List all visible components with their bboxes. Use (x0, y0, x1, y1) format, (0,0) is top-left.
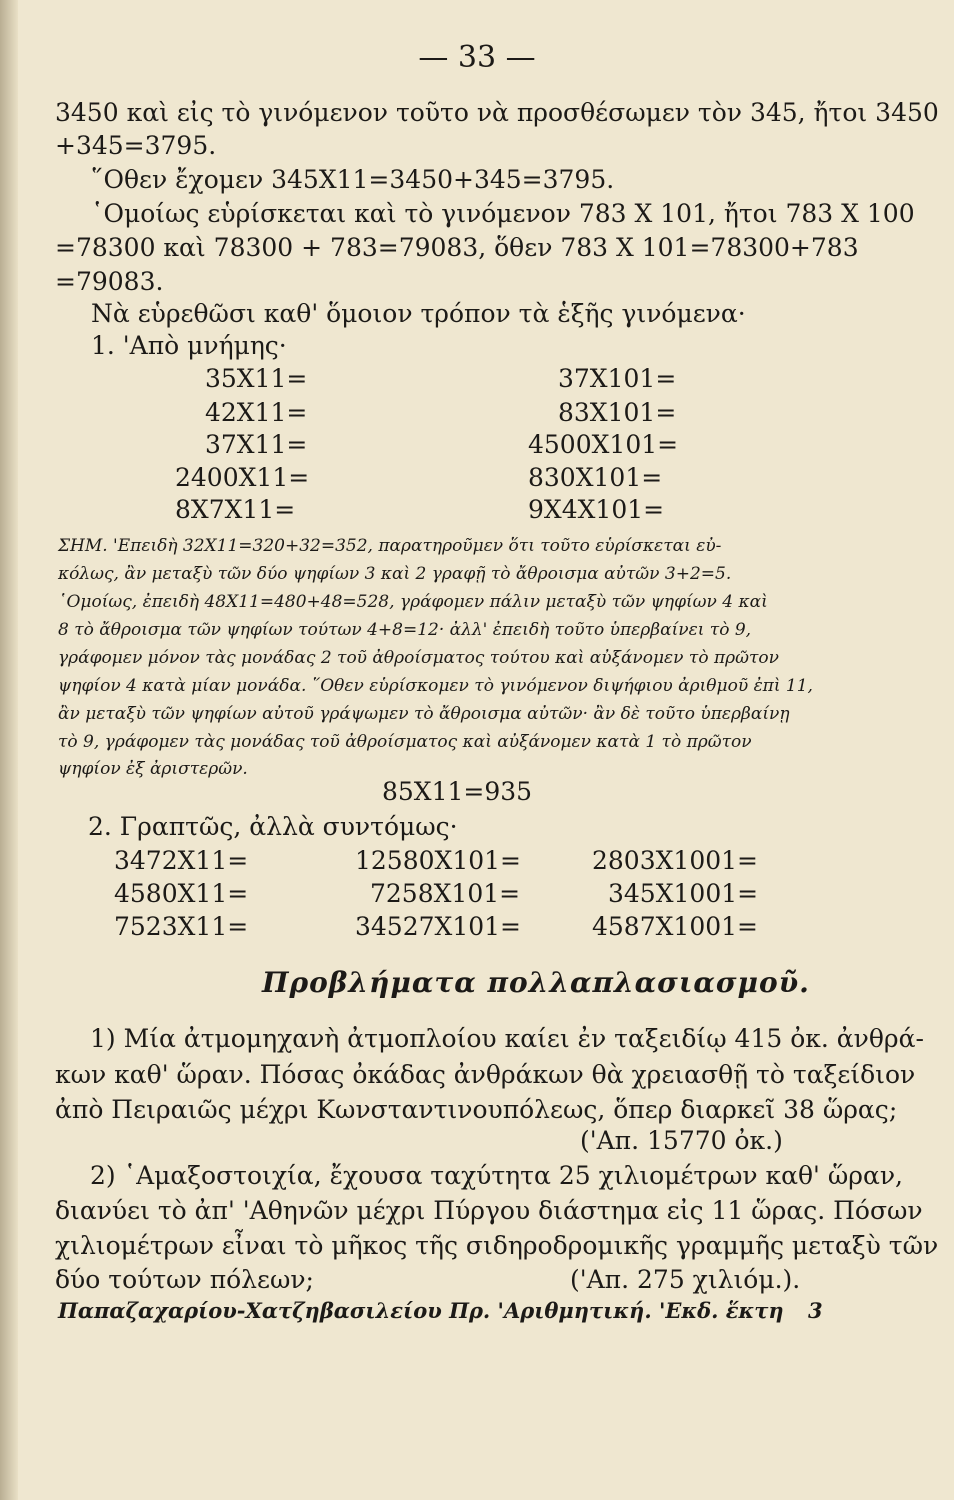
example-result: 85X11=935 (382, 777, 533, 806)
problem2-answer: ('Απ. 275 χιλιόμ.). (570, 1265, 801, 1294)
note-line-8: τὸ 9, γράφομεν τὰς μονάδας τοῦ ἀθροίσματος καὶ αὐξάνομεν κατὰ 1 τὸ πρῶτον (58, 732, 752, 752)
written-col3-1: 2803X1001= (592, 846, 758, 875)
intro-line-5: =78300 καὶ 78300 + 783=79083, ὅθεν 783 X 101=78300+783 (55, 233, 859, 262)
note-line-7: ἂν μεταξὺ τῶν ψηφίων αὐτοῦ γράψωμεν τὸ ἄθροισμα αὐτῶν· ἂν δὲ τοῦτο ὑπερβαίνῃ (58, 704, 790, 724)
mental-left-3: 37X11= (205, 430, 308, 459)
written-col2-1: 12580X101= (355, 846, 521, 875)
written-col2-3: 34527X101= (355, 912, 521, 941)
problem2-line-3: χιλιομέτρων εἶναι τὸ μῆκος τῆς σιδηροδρομικῆς γραμμῆς μεταξὺ τῶν (55, 1231, 939, 1260)
mental-left-5: 8X7X11= (175, 495, 296, 524)
intro-line-6: =79083. (55, 267, 164, 296)
problem1-answer: ('Απ. 15770 ὀκ.) (580, 1126, 783, 1155)
intro-line-8: 1. 'Απὸ μνήμης· (91, 331, 287, 360)
note-line-5: γράφομεν μόνον τὰς μονάδας 2 τοῦ ἀθροίσματος τούτου καὶ αὐξάνομεν τὸ πρῶτον (58, 648, 779, 668)
note-line-1: ΣΗΜ. 'Επειδὴ 32X11=320+32=352, παρατηροῦμεν ὅτι τοῦτο εὑρίσκεται εὐ- (58, 536, 722, 556)
written-col2-2: 7258X101= (370, 879, 521, 908)
mental-right-5: 9X4X101= (528, 495, 665, 524)
note-line-6: ψηφίον 4 κατὰ μίαν μονάδα. ῞Οθεν εὑρίσκομεν τὸ γινόμενον διψήφιου ἀριθμοῦ ἐπὶ 11, (58, 676, 813, 696)
mental-right-3: 4500X101= (528, 430, 679, 459)
page-edge-shadow (0, 0, 18, 1500)
note-line-9: ψηφίον ἐξ ἀριστερῶν. (58, 759, 248, 779)
note-line-3: ῾Ομοίως, ἐπειδὴ 48X11=480+48=528, γράφομεν πάλιν μεταξὺ τῶν ψηφίων 4 καὶ (58, 592, 768, 612)
problem1-line-1: 1) Μία ἀτμομηχανὴ ἀτμοπλοίου καίει ἐν ταξειδίῳ 415 ὀκ. ἀνθρά- (90, 1024, 924, 1053)
problem2-line-4: δύο τούτων πόλεων; (55, 1265, 314, 1294)
mental-right-1: 37X101= (558, 364, 677, 393)
written-col1-1: 3472X11= (114, 846, 249, 875)
footer-right: 3 (808, 1298, 823, 1323)
footer-left: Παπαζαχαρίου-Χατζηβασιλείου Πρ. 'Αριθμητική. 'Εκδ. ἕκτη (58, 1298, 784, 1323)
written-col3-3: 4587X1001= (592, 912, 758, 941)
intro-line-4: ῾Ομοίως εὑρίσκεται καὶ τὸ γινόμενον 783 X 101, ἤτοι 783 X 100 (91, 199, 915, 228)
mental-left-1: 35X11= (205, 364, 308, 393)
problem1-line-2: κων καθ' ὥραν. Πόσας ὀκάδας ἀνθράκων θὰ χρειασθῇ τὸ ταξείδιον (55, 1060, 916, 1089)
mental-right-4: 830X101= (528, 463, 663, 492)
mental-right-2: 83X101= (558, 398, 677, 427)
note-line-2: κόλως, ἂν μεταξὺ τῶν δύο ψηφίων 3 καὶ 2 γραφῇ τὸ ἄθροισμα αὐτῶν 3+2=5. (58, 564, 732, 584)
written-col3-2: 345X1001= (608, 879, 759, 908)
note-line-4: 8 τὸ ἄθροισμα τῶν ψηφίων τούτων 4+8=12· ἀλλ' ἐπειδὴ τοῦτο ὑπερβαίνει τὸ 9, (58, 620, 752, 640)
intro-line-1: 3450 καὶ εἰς τὸ γινόμενον τοῦτο νὰ προσθέσωμεν τὸν 345, ἤτοι 3450 (55, 98, 939, 127)
written-col1-3: 7523X11= (114, 912, 249, 941)
problem2-line-1: 2) ῾Αμαξοστοιχία, ἔχουσα ταχύτητα 25 χιλιομέτρων καθ' ὥραν, (90, 1161, 903, 1190)
intro-line-7: Νὰ εὑρεθῶσι καθ' ὅμοιον τρόπον τὰ ἑξῆς γινόμενα· (91, 299, 746, 328)
problem1-line-3: ἀπὸ Πειραιῶς μέχρι Κωνσταντινουπόλεως, ὅπερ διαρκεῖ 38 ὥρας; (55, 1095, 898, 1124)
intro-line-3: ῞Οθεν ἔχομεν 345X11=3450+345=3795. (91, 165, 615, 194)
written-col1-2: 4580X11= (114, 879, 249, 908)
mental-left-4: 2400X11= (175, 463, 310, 492)
intro-line-2: +345=3795. (55, 131, 217, 160)
mental-left-2: 42X11= (205, 398, 308, 427)
problem2-line-2: διανύει τὸ ἀπ' 'Αθηνῶν μέχρι Πύργου διάστημα εἰς 11 ὥρας. Πόσων (55, 1196, 923, 1225)
page-number: — 33 — (418, 40, 536, 75)
written-label: 2. Γραπτῶς, ἀλλὰ συντόμως· (88, 812, 458, 841)
section-heading: Προβλήματα πολλαπλασιασμοῦ. (262, 966, 810, 999)
